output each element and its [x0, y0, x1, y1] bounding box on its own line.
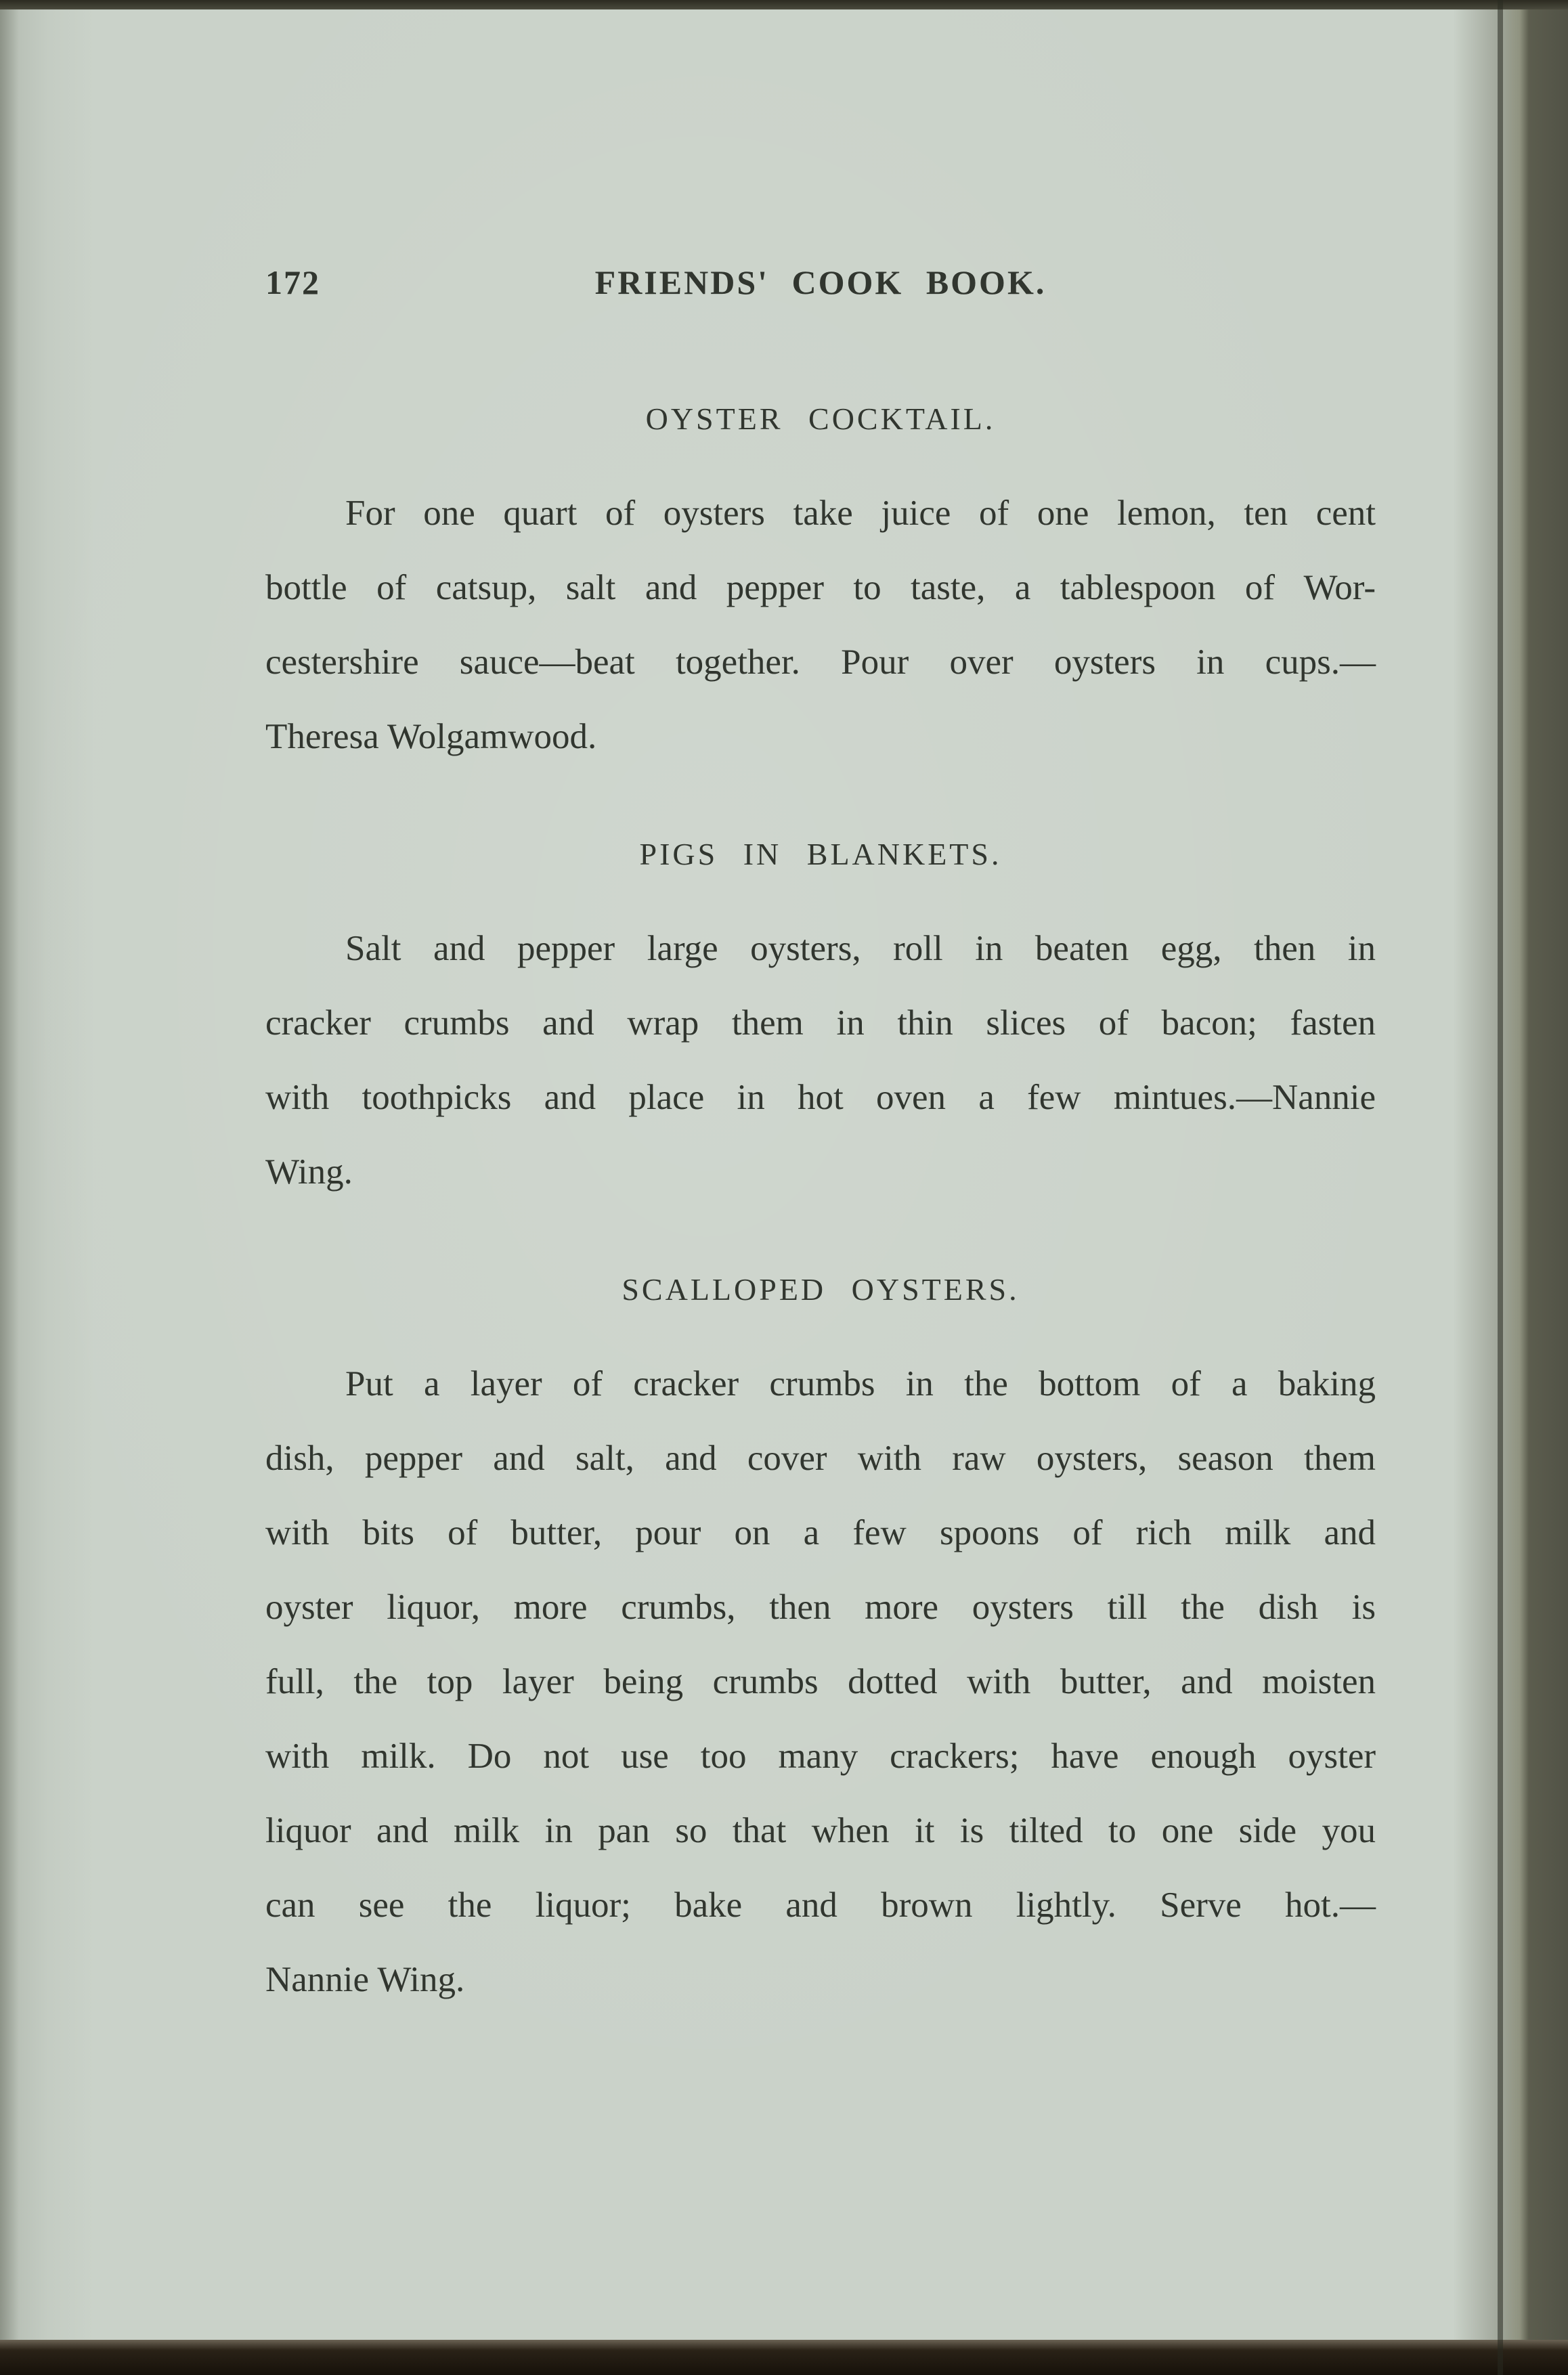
text-line: with bits of butter, pour on a few spoons of rich milk and [265, 1513, 1376, 1552]
text-line: Salt and pepper large oysters, roll in beaten egg, then in [345, 929, 1376, 968]
recipe-sections [265, 401, 1376, 2017]
book-edge-bottom [0, 2340, 1568, 2375]
text-line: can see the liquor; bake and brown lightly. Serve hot.— [265, 1886, 1376, 1925]
page-edge-right [1453, 0, 1568, 2375]
running-head [265, 263, 1376, 339]
text-line: bottle of catsup, salt and pepper to taste, a tablespoon of Wor- [265, 568, 1376, 607]
text-line: Nannie Wing. [265, 1960, 465, 1999]
recipe-paragraph [265, 476, 1376, 774]
text-line: oyster liquor, more crumbs, then more oysters till the dish is [265, 1588, 1376, 1627]
book-edge-top [0, 0, 1568, 9]
text-line: Theresa Wolgamwood. [265, 717, 597, 756]
text-line: cestershire sauce—beat together. Pour over oysters in cups.— [265, 642, 1376, 682]
section-heading: SCALLOPED OYSTERS. [622, 1272, 1020, 1307]
text-line: For one quart of oysters take juice of one lemon, ten cent [345, 494, 1376, 533]
text-line: cracker crumbs and wrap them in thin slices of bacon; fasten [265, 1003, 1376, 1043]
recipe-paragraph [265, 911, 1376, 1209]
text-line: Put a layer of cracker crumbs in the bottom of a baking [345, 1364, 1376, 1403]
page-edge-right-line [1498, 0, 1503, 2375]
text-line: Wing. [265, 1152, 353, 1192]
text-line: with toothpicks and place in hot oven a few mintues.—Nannie [265, 1078, 1376, 1117]
text-line: liquor and milk in pan so that when it is tilted to one side you [265, 1811, 1376, 1850]
section-heading: OYSTER COCKTAIL. [645, 401, 996, 436]
text-line: dish, pepper and salt, and cover with raw oysters, season them [265, 1439, 1376, 1478]
text-line: with milk. Do not use too many crackers; have enough oyster [265, 1737, 1376, 1776]
page-number: 172 [265, 263, 320, 301]
page-content [265, 0, 1376, 2017]
section-heading: PIGS IN BLANKETS. [639, 837, 1002, 871]
text-line: full, the top layer being crumbs dotted with butter, and moisten [265, 1662, 1376, 1701]
book-title: FRIENDS' COOK BOOK. [594, 263, 1047, 301]
page-shadow-left [0, 0, 19, 2375]
recipe-paragraph [265, 1347, 1376, 2017]
